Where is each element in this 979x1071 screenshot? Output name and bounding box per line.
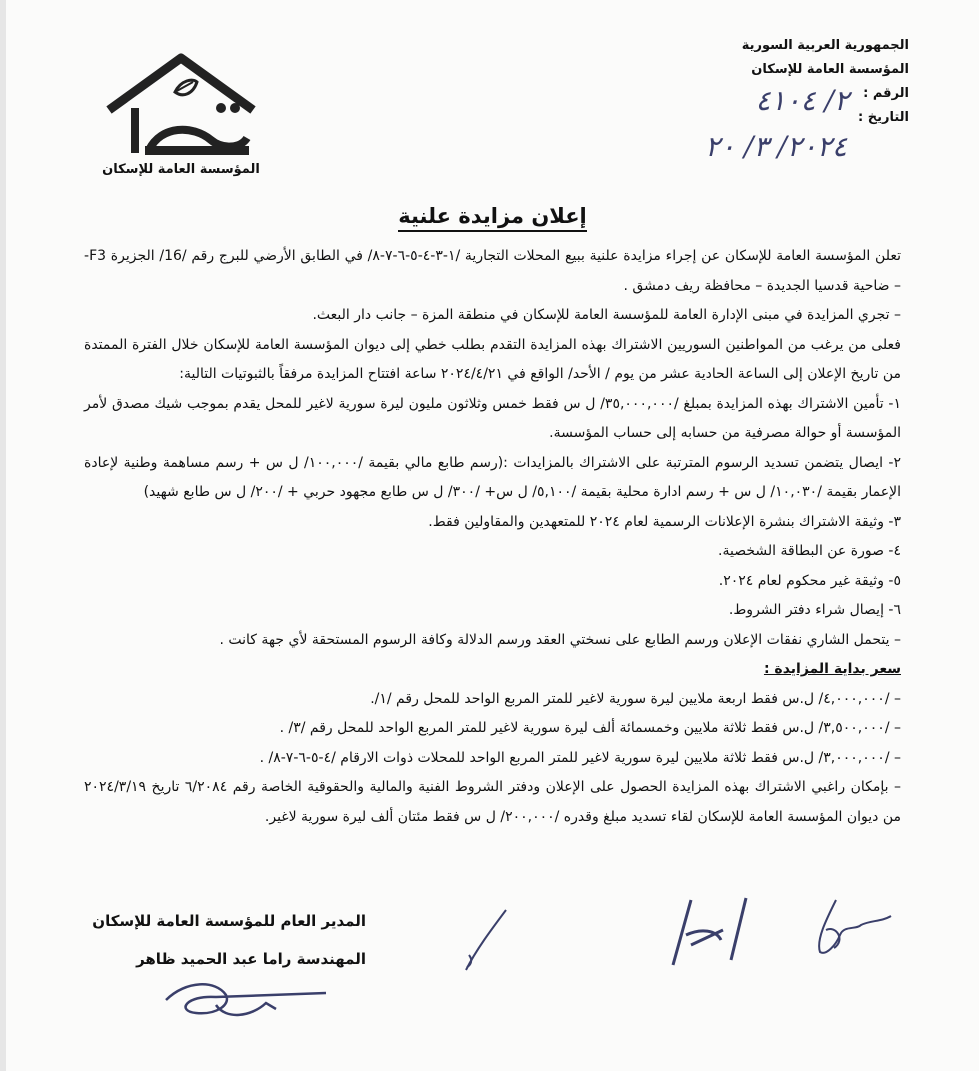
housing-logo-icon — [101, 50, 261, 180]
paragraph-closing: – بإمكان راغبي الاشتراك بهذه المزايدة الحصول على الإعلان ودفتر الشروط الفنية والمالية والحقوقية الخاصة رقم ٦/٢٠٨٤ تاريخ ٢٠٢٤/٣/١٩ من ديوان المؤسسة العامة للإسكان لقاء تسديد مبلغ وقدره /٢٠٠,٠٠٠/ ل س فقط مئتان ألف ليرة سورية لاغير. — [84, 779, 901, 825]
signatory-title: المدير العام للمؤسسة العامة للإسكان — [92, 912, 366, 930]
requirement-item: ٤- صورة عن البطاقة الشخصية. — [718, 543, 901, 559]
document-title: إعلان مزايدة علنية — [6, 204, 979, 228]
price-item: – /٣,٥٠٠,٠٠٠/ ل.س فقط ثلاثة ملايين وخمسمائة ألف ليرة سورية لاغير للمتر المربع الواحد للمحل رقم /٣/ . — [279, 720, 901, 736]
price-item: – /٤,٠٠٠,٠٠٠/ ل.س فقط اربعة ملايين ليرة سورية لاغير للمتر المربع الواحد للمحل رقم /١/. — [370, 690, 901, 707]
committee-signature-icon — [461, 905, 521, 975]
price-heading: سعر بداية المزايدة : — [763, 661, 901, 677]
committee-signature-icon — [661, 890, 761, 970]
requirement-item: ٥- وثيقة غير محكوم لعام ٢٠٢٤. — [718, 572, 901, 589]
director-signature-icon — [156, 975, 336, 1025]
signature-block — [86, 902, 366, 978]
paragraph-fees: – يتحمل الشاري نفقات الإعلان ورسم الطابع على نسختي العقد ورسم الدلالة وكافة الرسوم المستحقة لأي جهة كانت . — [219, 631, 901, 648]
handwritten-number: ٢/ ٤١٠٤ — [755, 84, 849, 117]
signatory-name: المهندسة راما عبد الحميد ظاهر — [136, 950, 366, 968]
committee-signature-icon — [806, 890, 896, 965]
paragraph-location: – تجري المزايدة في مبنى الإدارة العامة للمؤسسة العامة للإسكان في منطقة المزة – جانب دار البعث. — [312, 307, 901, 323]
country-name: الجمهورية العربية السورية — [741, 38, 909, 53]
requirement-item: ٣- وثيقة الاشتراك بنشرة الإعلانات الرسمية لعام ٢٠٢٤ للمتعهدين والمقاولين فقط. — [428, 513, 901, 530]
institution-name: المؤسسة العامة للإسكان — [751, 62, 909, 77]
number-label: الرقم : — [863, 86, 909, 101]
document-body — [84, 242, 901, 832]
requirement-item: ١- تأمين الاشتراك بهذه المزايدة بمبلغ /٣٥,٠٠٠,٠٠٠/ ل س فقط خمس وثلاثون مليون ليرة سورية لاغير للمحل يقدم بموجب شيك مصدق لأمر المؤسسة أو حوالة مصرفية من حسابه إلى حساب المؤسسة. — [84, 395, 901, 441]
logo-caption: المؤسسة العامة للإسكان — [102, 162, 260, 177]
date-label: التاريخ : — [858, 110, 909, 125]
paragraph-application: فعلى من يرغب من المواطنين السوريين الاشتراك بهذه المزايدة التقدم بطلب خطي إلى ديوان المؤسسة العامة للإسكان خلال الفترة الممتدة من تاريخ الإعلان إلى الساعة الحادية عشر من يوم / الأحد/ الواقع في ٢٠٢٤/٤/٢١ ساعة افتتاح المزايدة مرفقاً بالثبوتيات التالية: — [84, 336, 901, 382]
price-item: – /٣,٠٠٠,٠٠٠/ ل.س فقط ثلاثة ملايين ليرة سورية لاغير للمتر المربع الواحد للمحلات ذوات الارقام /٤-٥-٦-٧-٨/ . — [259, 749, 901, 766]
requirement-item: ٦- إيصال شراء دفتر الشروط. — [728, 602, 901, 618]
handwritten-date: ٢٠٢٤/ ٣/ ٢٠ — [705, 130, 847, 163]
paragraph-intro: تعلن المؤسسة العامة للإسكان عن إجراء مزايدة علنية ببيع المحلات التجارية /١-٣-٤-٥-٦-٧-٨/ في الطابق الأرضي للبرج رقم /16/ الجزيرة F3- – ضاحية قدسيا الجديدة – محافظة ريف دمشق . — [84, 248, 901, 294]
requirement-item: ٢- ايصال يتضمن تسديد الرسوم المترتبة على الاشتراك بالمزايدات :(رسم طابع مالي بقيمة /١٠٠,٠٠٠/ ل س + رسم مساهمة وطنية لإعادة الإعمار بقيمة /١٠,٠٣٠/ ل س + رسم ادارة محلية بقيمة /٥,١٠٠/ ل س+ /٣٠٠/ ل س طابع مجهود حربي + /٢٠٠/ ل س طابع شهيد) — [84, 454, 902, 500]
